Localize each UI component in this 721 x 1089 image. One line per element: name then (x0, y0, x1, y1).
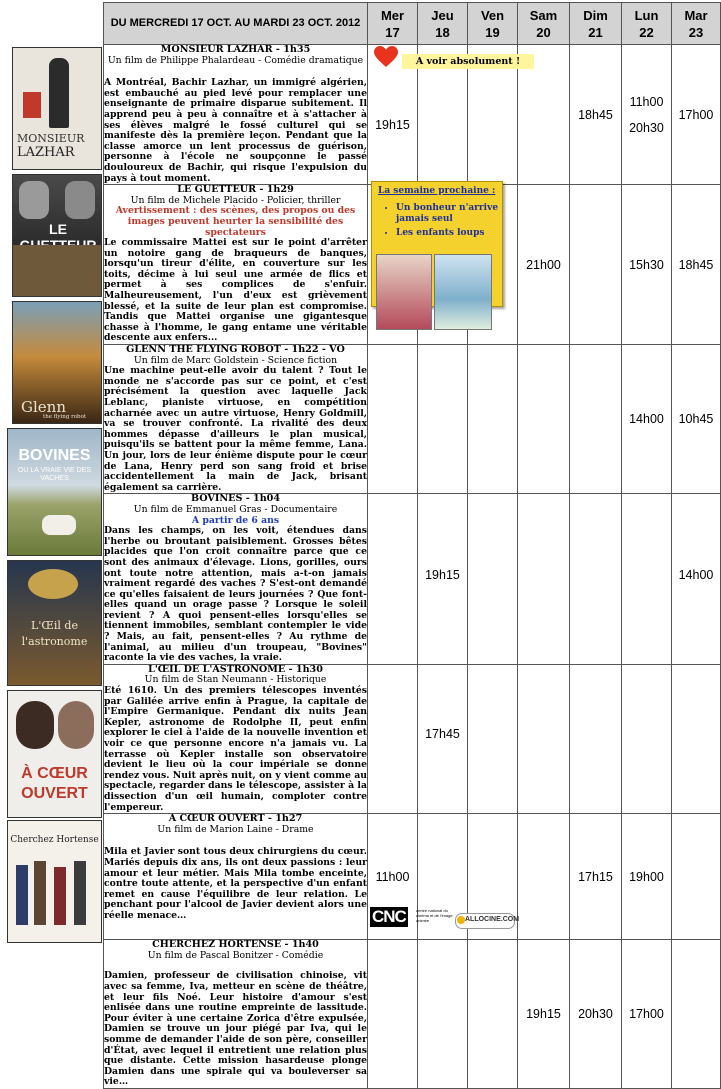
film-description: Mila et Javier sont tous deux chirurgiens du cœur. Mariés depuis dix ans, ils ont deux passions : leur amour et leur métier. Mais Mila tombe enceinte, contre toute attente, et la perspective d'un enfant remet en cause l'équilibre de leur relation. Le penchant pour l'alcool de Javier devient alors une réelle menace… (104, 846, 367, 921)
showtime: 17h00 (622, 940, 672, 1089)
poster-title: À CŒUR (21, 765, 88, 782)
showtime (570, 185, 622, 345)
poster-le-guetteur (12, 174, 102, 297)
poster-title: OUVERT (21, 785, 88, 802)
showtime (622, 494, 672, 665)
film-subtitle: Un film de Marion Laine - Drame (157, 823, 314, 835)
day-header: Mar 23 (672, 3, 721, 45)
showtime: 17h15 (570, 814, 622, 940)
poster-oeil-astronome (7, 560, 102, 686)
next-week-item: • Un bonheur n'arrive jamais seul (396, 203, 502, 225)
cnc-logo-subtitle: centre national du cinéma et de l'image animée (416, 908, 453, 923)
film-title: MONSIEUR LAZHAR - 1h35 (160, 44, 311, 55)
film-title: L'ŒIL DE L'ASTRONOME - 1h30 (148, 663, 323, 675)
showtime: 18h45 (672, 185, 721, 345)
film-info (104, 940, 368, 1089)
poster-title: Glenn (21, 398, 66, 416)
day-header: Mer 17 (368, 3, 418, 45)
film-info (104, 664, 368, 813)
film-description: A Montréal, Bachir Lazhar, un immigré algérien, est embauché au pied levé pour remplacer une enseignante de primaire disparue subitement. Il apprend peu à peu à connaître et à s'attacher à ses élèves malgré le fossé culturel qui se manifeste dès la première leçon. Pendant que la classe amorce un lent processus de guérison, personne à l'école ne soupçonne le passé douloureux de Bachir, qui risque l'expulsion du pays à tout moment. (104, 77, 367, 184)
day-header: Dim 21 (570, 3, 622, 45)
film-row (104, 494, 721, 665)
day-header: Sam 20 (518, 3, 570, 45)
showtime: 11h00 (368, 814, 418, 940)
showtime (418, 345, 468, 494)
film-info (104, 494, 368, 665)
poster-title: L'Œil de (31, 619, 78, 632)
showtime (518, 345, 570, 494)
poster-cherchez-hortense (7, 820, 102, 943)
showtime (672, 664, 721, 813)
poster-a-coeur-ouvert (7, 690, 102, 818)
allocine-logo (455, 913, 520, 929)
showtime (368, 345, 418, 494)
film-subtitle: Un film de Michele Placido - Policier, thriller (130, 194, 341, 206)
film-row (104, 664, 721, 813)
film-description: Dans les champs, on les voit, étendues dans l'herbe ou broutant paisiblement. Grosses bêtes placides que l'on croit connaître parce que ce sont des animaux d'élevage. Lions, gorilles, ours ont toute notre attention, mais a-t-on jamais vraiment regardé des vaches ? S'est-ont demandé ce qu'elles faisaient de leurs journées ? Que font-elles quand un orage passe ? Lorsque le soleil revient ? A quoi pensent-elles lorsqu'elles se tiennent immobiles, semblant contempler le vide ? Mais, au fait, pensent-elles ? Au rythme de l'animal, au milieu d'un troupeau, "Bovines" raconte la vie des vaches, la vraie. (104, 525, 367, 664)
poster-title: MONSIEUR (17, 132, 85, 145)
showtime (672, 814, 721, 940)
showtime (570, 494, 622, 665)
showtime: 11h00 20h30 (622, 45, 672, 185)
showtime (672, 940, 721, 1089)
poster-title: OU LA VRAIE VIE DES VACHES (17, 467, 92, 482)
film-subtitle: Un film de Philippe Phalardeau - Comédie dramatique (107, 54, 364, 66)
showtime: 14h00 (672, 494, 721, 665)
film-title: CHERCHEZ HORTENSE - 1h40 (152, 939, 319, 951)
showtime (468, 345, 518, 494)
film-warning: Avertissement : des scènes, des propos ou des images peuvent heurter la sensibilité des spectateurs (115, 205, 356, 238)
showtime (468, 940, 518, 1089)
film-info (104, 185, 368, 345)
showtime: 19h00 (622, 814, 672, 940)
showtime (570, 664, 622, 813)
film-age-rating: A partir de 6 ans (191, 514, 280, 526)
day-header: Lun 22 (622, 3, 672, 45)
film-subtitle: Un film de Pascal Bonitzer - Comédie (147, 949, 324, 961)
showtime (368, 940, 418, 1089)
showtime (468, 664, 518, 813)
showtime: 19h15 (368, 45, 418, 185)
showtime (518, 494, 570, 665)
showtime (570, 345, 622, 494)
film-info (104, 45, 368, 185)
cnc-logo (370, 907, 452, 929)
poster-bovines (7, 428, 102, 556)
showtime (368, 664, 418, 813)
showtime: 21h00 (518, 185, 570, 345)
heart-icon (374, 46, 398, 68)
poster-title: LAZHAR (17, 145, 75, 160)
film-info (104, 814, 368, 940)
next-week-poster (434, 254, 492, 330)
period-header: DU MERCREDI 17 OCT. AU MARDI 23 OCT. 2012 (104, 3, 368, 45)
showtime: 17h00 (672, 45, 721, 185)
poster-glenn (12, 301, 102, 424)
film-subtitle: Un film de Marc Goldstein - Science fiction (133, 354, 338, 366)
showtime (622, 664, 672, 813)
showtime (368, 494, 418, 665)
showtime: 17h45 (418, 664, 468, 813)
film-title: BOVINES - 1h04 (190, 493, 281, 505)
showtime: 10h45 (672, 345, 721, 494)
next-week-item: • Les enfants loups (396, 228, 502, 239)
film-description: Une machine peut-elle avoir du talent ? Tout le monde ne s'accorde pas sur ce point, et c'est précisément la question avec laquelle Jack Leblanc, pianiste virtuose, en compétition acharnée avec un autre virtuose, Henry Goldmill, va se trouver confronté. La rivalité des deux hommes dépasse d'ailleurs le plan musical, puisqu'ils se battent pour la même femme, Lana. Un jour, lors de leur énième dispute pour le cœur de Lana, Henry perd son sang froid et brise accidentellement la main de Jack, brisant également sa carrière. (104, 365, 367, 493)
showtime: 14h00 (622, 345, 672, 494)
showtime (418, 940, 468, 1089)
film-description: Eté 1610. Un des premiers télescopes inventés par Galilée arrive enfin à Prague, la capitale de l'Empire Germanique. Pendant dix nuits Jean Kepler, astronome de Rodolphe II, peut enfin explorer le ciel à l'aide de la nouvelle invention et voir ce que personne encore n'a jamais vu. La terrasse où Kepler installe son observatoire devient le lieu où la cour impériale se donne rendez vous. Nuit après nuit, on y vient comme au spectacle, regarder dans le télescope, assister à la dissection d'un œil humain, comploter contre l'empereur. (104, 685, 367, 813)
film-title: GLENN THE FLYING ROBOT - 1h22 - VO (126, 344, 345, 356)
film-row (104, 345, 721, 494)
showtime: 18h45 (570, 45, 622, 185)
film-info (104, 345, 368, 494)
film-description: Damien, professeur de civilisation chinoise, vit avec sa femme, Iva, metteur en scène de théâtre, et leur fils Noé. Leur histoire d'amour s'est enlisée dans une routine empreinte de lassitude. Pour éviter à une certaine Zorica d'être expulsée, Damien se trouve un jour piégé par Iva, qui le somme de demander l'aide de son père, conseiller d'État, avec lequel il entretient une relation plus que distante. Cette mission hasardeuse plonge Damien dans une spirale qui va bouleverser sa vie… (104, 970, 367, 1088)
poster-title: the flying robot (43, 414, 87, 420)
film-title: LE GUETTEUR - 1h29 (177, 184, 294, 196)
showtime: 20h30 (570, 940, 622, 1089)
showtime: 15h30 (622, 185, 672, 345)
poster-title: Cherchez Hortense (10, 835, 99, 845)
showtime: 19h15 (518, 940, 570, 1089)
film-description: Le commissaire Mattei est sur le point d'arrêter un notoire gang de braqueurs de banques, lorsqu'un tireur d'élite, en couverture sur les toits, décime à lui seul une armée de flics et permet à ses complices de s'enfuir. Malheureusement, l'un d'eux est grièvement blessé, et la suite de leur plan est compromise. Tandis que Mattei organise une gigantesque chasse à l'homme, le gang entame une véritable descente aux enfers... (104, 237, 367, 344)
poster-title: BOVINES (18, 447, 91, 464)
must-see-badge: A voir absolument ! (402, 54, 534, 69)
showtime (518, 664, 570, 813)
film-subtitle: Un film de Stan Neumann - Historique (144, 674, 327, 686)
film-subtitle: Un film de Emmanuel Gras - Documentaire (133, 503, 338, 515)
poster-monsieur-lazhar (12, 47, 102, 170)
day-header: Jeu 18 (418, 3, 468, 45)
film-title: A CŒUR OUVERT - 1h27 (168, 813, 303, 825)
poster-title: l'astronome (21, 635, 88, 648)
poster-title: LE (49, 221, 67, 237)
allocine-logo-text: ALLOCINE.COM (465, 916, 520, 923)
day-header: Ven 19 (468, 3, 518, 45)
showtime (468, 494, 518, 665)
next-week-note (371, 181, 503, 307)
cnc-logo-text: CNC (372, 907, 406, 926)
showtime (518, 814, 570, 940)
showtime: 19h15 (418, 494, 468, 665)
film-row (104, 940, 721, 1089)
next-week-heading: La semaine prochaine : (378, 186, 496, 196)
next-week-poster (376, 254, 432, 330)
